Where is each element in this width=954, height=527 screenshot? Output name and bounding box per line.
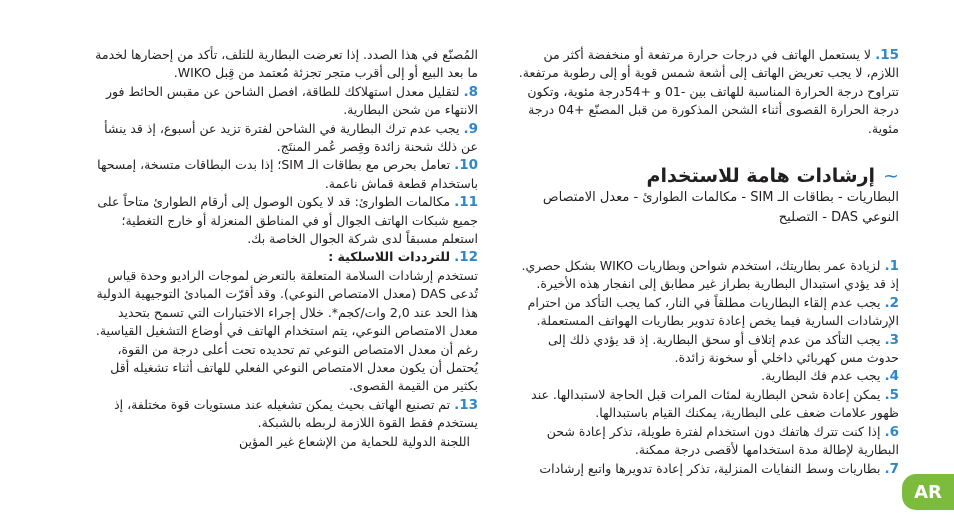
- item-text: يجب عدم ترك البطارية في الشاحن لفترة تزيد عن أسبوع، إذ قد ينشأ عن ذلك شحنة زائدة وقِصر عُمر المنتَج.: [104, 120, 478, 155]
- item-text: مكالمات الطوارئ: قد لا يكون الوصول إلى أرقام الطوارئ متاحاً على جميع شبكات الهاتف الجوال أو في المناطق المنعزلة أو خارج التغطية؛ استعلم مسبقاً لدى شركة الجوال الخاصة بك.: [97, 194, 478, 247]
- list-item: [88, 83, 478, 120]
- item-number: 5.: [884, 386, 899, 403]
- list-item: [516, 367, 899, 385]
- item-text: تعامل بحرص مع بطاقات الـ SIM؛ إذا بدت البطاقات متسخة، إمسحها باستخدام قطعة قماش ناعمة.: [97, 157, 478, 191]
- item-text: بطاريات وسط النفايات المنزلية، تذكر إعادة تدويرها واتبع إرشادات: [539, 460, 881, 476]
- left-items-list: [88, 83, 478, 249]
- tilde-marker: ~: [883, 165, 899, 188]
- footnote: اللجنة الدولية للحماية من الإشعاع غير المؤين: [239, 433, 470, 449]
- right-items-list: [516, 257, 899, 478]
- item-text: لتقليل معدل استهلاكك للطاقة، افصل الشاحن عن مقبس الحائط فور الانتهاء من شحن البطارية.: [106, 83, 478, 118]
- item-number: 12.: [454, 249, 478, 266]
- list-item: [516, 257, 899, 294]
- item-number: 7.: [884, 460, 899, 477]
- item-text: يمكن إعادة شحن البطارية لمئات المرات قبل الحاجة لاستبدالها. عند ظهور علامات ضعف على البطارية، يمكنك القيام باستبدالها.: [531, 386, 899, 421]
- item-13: [88, 396, 478, 433]
- list-item: [516, 460, 899, 478]
- item-number: 10.: [454, 157, 478, 174]
- list-item: [88, 120, 478, 157]
- left-column: [88, 46, 478, 451]
- item-text: يجب عدم فك البطارية.: [761, 368, 881, 384]
- list-item: [516, 386, 899, 423]
- item-number: 1.: [884, 258, 899, 275]
- section-heading: [516, 164, 899, 188]
- item-text: لزيادة عمر بطاريتك، استخدم شواحن وبطاريات WIKO بشكل حصري. إذ قد يؤدي استبدال البطارية بطراز غير مطابق إلى انفجار هذه الأخيرة.: [521, 258, 899, 292]
- list-item: [516, 331, 899, 368]
- item-number: 15.: [875, 47, 899, 63]
- item-12: [88, 248, 478, 395]
- section-subheading: البطاريات - بطاقات الـ SIM - مكالمات الطوارئ - معدل الامتصاص النوعي DAS - التصليح: [542, 190, 899, 225]
- item-number: 9.: [463, 120, 478, 137]
- list-item: [516, 294, 899, 331]
- item-number: 8.: [463, 83, 478, 100]
- item-text: تستخدم إرشادات السلامة المتعلقة بالتعرض لموجات الراديو وحدة قياس تُدعى DAS (معدل الامتصاص النوعي). وقد أقرّت المبادئ التوجيهية الدولية هذا الحد عند 2,0 وات/كجم*. خلال إجراء الاختبارات التي تسمح بتحديد معدل الامتصاص النوعي، يتم استخدام الهاتف في أوضاع التشغيل القياسية. رغم أن معدل الامتصاص النوعي تم تحديده تحت أعلى درجة من القوة، يُحتمل أن يكون معدل الامتصاص النوعي الفعلي للهاتف أثناء تشغيله أقل بكثير من القيمة القصوى.: [95, 267, 478, 394]
- right-column: [516, 46, 899, 478]
- item-number: 11.: [454, 194, 478, 211]
- item-title: للترددات اللاسلكية :: [328, 249, 451, 265]
- heading-title: إرشادات هامة للاستخدام: [646, 165, 876, 188]
- item-number: 6.: [884, 423, 899, 440]
- item-number: 3.: [884, 331, 899, 348]
- item-text: يجب عدم إلقاء البطاريات مطلقاً في النار، كما يجب التأكد من احترام الإرشادات السارية فيما يخص إعادة تدوير بطاريات الهواتف المستعملة.: [527, 294, 899, 329]
- intro-paragraph: المُصنّع في هذا الصدد. إذا تعرضت البطارية للتلف، تأكد من إحضارها لخدمة ما بعد البيع أو إلى أقرب متجر تجزئة مُعتمد من قِبل WIKO.: [95, 47, 478, 81]
- list-item: [88, 156, 478, 193]
- list-item: [516, 423, 899, 460]
- language-badge: AR: [902, 474, 954, 510]
- item-text: لا يستعمل الهاتف في درجات حرارة مرتفعة أو منخفضة أكثر من اللازم، لا يجب تعريض الهاتف إلى أشعة شمس قوية أو إلى رطوبة مرتفعة. تتراوح درجة الحرارة المناسبة للهاتف بين -01 و +54درجة مئوية، وتكون درجة الحرارة القصوى أثناء الشحن المذكورة من قبل المصنّع +04 درجة مئوية.: [518, 47, 899, 136]
- item-number: 13.: [454, 396, 478, 413]
- item-text: يجب التأكد من عدم إتلاف أو سحق البطارية. إذ قد يؤدي ذلك إلى حدوث مس كهربائي داخلي أو سخونة زائدة.: [547, 331, 899, 366]
- item-15: [516, 46, 899, 138]
- item-number: 4.: [884, 368, 899, 385]
- item-number: 2.: [884, 294, 899, 311]
- list-item: [88, 193, 478, 248]
- item-text: تم تصنيع الهاتف بحيث يمكن تشغيله عند مستويات قوة مختلفة، إذ يستخدم فقط القوة اللازمة لربطه بالشبكة.: [114, 396, 478, 431]
- item-text: إذا كنت تترك هاتفك دون استخدام لفترة طويلة، تذكر إعادة شحن البطارية لإطالة مدة استخدامها لأقصى درجة ممكنة.: [546, 423, 899, 458]
